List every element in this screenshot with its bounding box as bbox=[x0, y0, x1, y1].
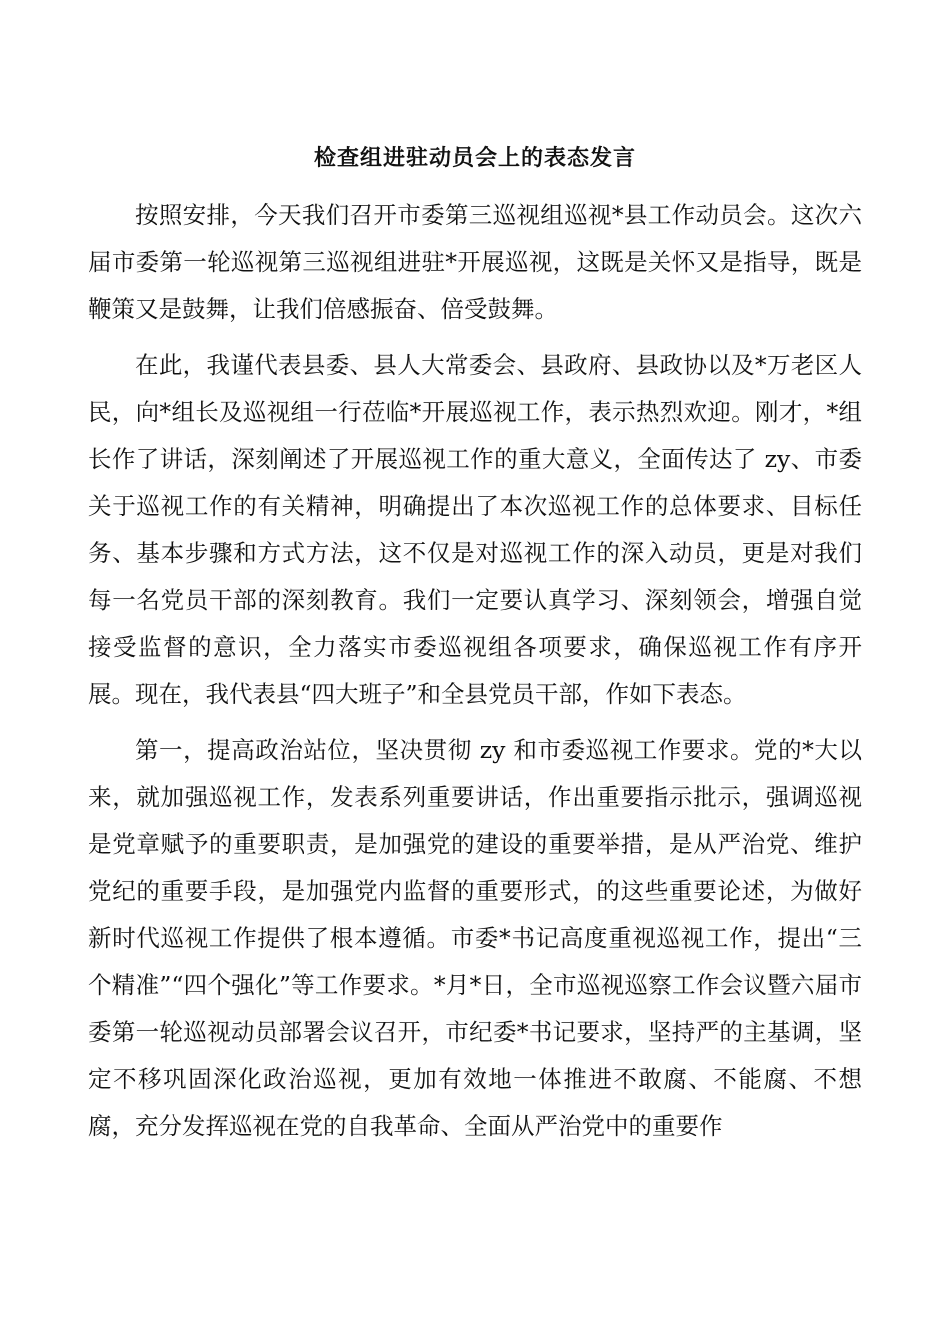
document-title: 检查组进驻动员会上的表态发言 bbox=[313, 145, 636, 171]
document-body bbox=[88, 192, 862, 1159]
paragraph-3: 第一，提高政治站位，坚决贯彻 zy 和市委巡视工作要求。党的*大以来，就加强巡视工作，发表系列重要讲话，作出重要指示批示，强调巡视是党章赋予的重要职责，是加强党的建设的重要举措，是从严治党、维护党纪的重要手段，是加强党内监督的重要形式，的这些重要论述，为做好新时代巡视工作提供了根本遵循。市委*书记高度重视巡视工作，提出“三个精准”“四个强化”等工作要求。*月*日，全市巡视巡察工作会议暨六届市委第一轮巡视动员部署会议召开，市纪委*书记要求，坚持严的主基调，坚定不移巩固深化政治巡视，更加有效地一体推进不敢腐、不能腐、不想腐，充分发挥巡视在党的自我革命、全面从严治党中的重要作 bbox=[88, 736, 862, 1140]
paragraph-2: 在此，我谨代表县委、县人大常委会、县政府、县政协以及*万老区人民，向*组长及巡视组一行莅临*开展巡视工作，表示热烈欢迎。刚才，*组长作了讲话，深刻阐述了开展巡视工作的重大意义，全面传达了 zy、市委关于巡视工作的有关精神，明确提出了本次巡视工作的总体要求、目标任务、基本步骤和方式方法，这不仅是对巡视工作的深入动员，更是对我们每一名党员干部的深刻教育。我们一定要认真学习、深刻领会，增强自觉接受监督的意识，全力落实市委巡视组各项要求，确保巡视工作有序开展。现在，我代表县“四大班子”和全县党员干部，作如下表态。 bbox=[88, 351, 862, 708]
paragraph-1: 按照安排，今天我们召开市委第三巡视组巡视*县工作动员会。这次六届市委第一轮巡视第三巡视组进驻*开展巡视，这既是关怀又是指导，既是鞭策又是鼓舞，让我们倍感振奋、倍受鼓舞。 bbox=[88, 201, 862, 323]
